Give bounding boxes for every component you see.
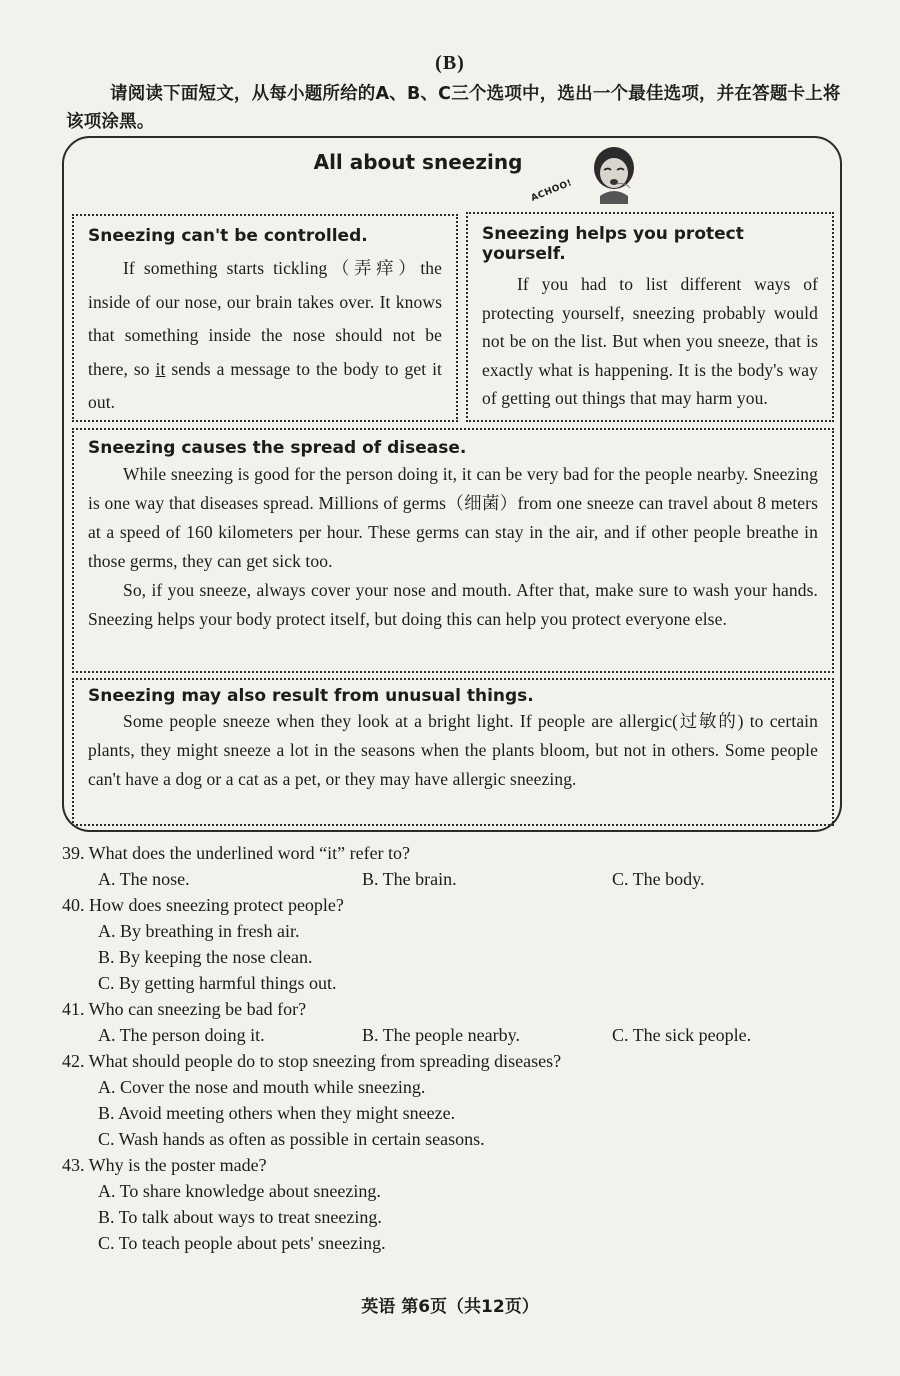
question-39 [62, 840, 862, 892]
achoo-caption: ACHOO! [529, 178, 574, 204]
option-b[interactable]: B. The brain. [362, 869, 457, 889]
question-stem: 41. Who can sneezing be bad for? [62, 999, 307, 1019]
sneezing-child-icon [586, 144, 642, 204]
box3-paragraph-2: So, if you sneeze, always cover your nose and mouth. After that, make sure to wash your hands. Sneezing helps your body protect itself, but doing this can help you protect everyone else. [88, 580, 818, 629]
box-protect-yourself [466, 212, 834, 422]
option-b[interactable]: B. By keeping the nose clean. [98, 947, 313, 967]
box3-paragraph-1: While sneezing is good for the person doing it, it can be very bad for the people nearby. Sneezing is one way that diseases spread. Millions of germs（细菌）from one sneeze can travel about 8 meters at a speed of 160 kilometers per hour. These germs can stay in the air, and if other people breathe in those germs, they can get sick too. [88, 464, 819, 571]
option-c[interactable]: C. Wash hands as often as possible in certain seasons. [98, 1129, 485, 1149]
option-c[interactable]: C. The body. [612, 869, 705, 889]
box4-heading: Sneezing may also result from unusual things. [88, 686, 534, 706]
option-c[interactable]: C. By getting harmful things out. [98, 973, 337, 993]
box2-text: If you had to list different ways of protecting yourself, sneezing probably would not be on the list. But when you sneeze, that is exactly what is happening. It is the body's way of getting out things that may harm you. [482, 274, 818, 408]
question-43 [62, 1152, 862, 1256]
box1-text: If something starts tickling（弄痒）the inside of our nose, our brain takes over. It knows that something inside the nose should not be there, so it sends a message to the body to get it out. [88, 258, 442, 412]
option-a[interactable]: A. The person doing it. [98, 1025, 265, 1045]
box3-heading: Sneezing causes the spread of disease. [88, 438, 467, 458]
option-b[interactable]: B. Avoid meeting others when they might sneeze. [98, 1103, 456, 1123]
question-stem: 42. What should people do to stop sneezing from spreading diseases? [62, 1051, 562, 1071]
box1-heading: Sneezing can't be controlled. [88, 226, 368, 246]
poster-title: All about sneezing [313, 150, 523, 174]
question-42 [62, 1048, 862, 1152]
option-a[interactable]: A. To share knowledge about sneezing. [98, 1181, 381, 1201]
box-spread-of-disease [72, 428, 834, 673]
instruction-text: 请阅读下面短文，从每小题所给的A、B、C三个选项中，选出一个最佳选项，并在答题卡上将该项涂黑。 [66, 84, 841, 132]
question-stem: 43. Why is the poster made? [62, 1155, 267, 1175]
underlined-word-it: it [155, 358, 166, 379]
option-b[interactable]: B. To talk about ways to treat sneezing. [98, 1207, 382, 1227]
question-41 [62, 996, 862, 1048]
option-c[interactable]: C. The sick people. [612, 1025, 752, 1045]
option-a[interactable]: A. By breathing in fresh air. [98, 921, 300, 941]
question-list [62, 840, 862, 1256]
option-b[interactable]: B. The people nearby. [362, 1025, 520, 1045]
box4-text: Some people sneeze when they look at a bright light. If people are allergic(过敏的) to certain plants, they might sneeze a lot in the seasons when the plants bloom, but not in others. Some people can't have a dog or a cat as a pet, or they may have allergic sneezing. [88, 711, 818, 789]
question-stem: 39. What does the underlined word “it” refer to? [62, 843, 411, 863]
box2-heading: Sneezing helps you protect yourself. [482, 224, 744, 264]
page-footer: 英语 第6页（共12页） [361, 1297, 539, 1317]
question-stem: 40. How does sneezing protect people? [62, 895, 344, 915]
option-a[interactable]: A. Cover the nose and mouth while sneezing. [98, 1077, 426, 1097]
box-unusual-things [72, 678, 834, 826]
box-cannot-be-controlled [72, 214, 458, 422]
section-label: (B) [435, 52, 465, 74]
option-a[interactable]: A. The nose. [98, 869, 190, 889]
option-c[interactable]: C. To teach people about pets' sneezing. [98, 1233, 386, 1253]
question-40 [62, 892, 862, 996]
